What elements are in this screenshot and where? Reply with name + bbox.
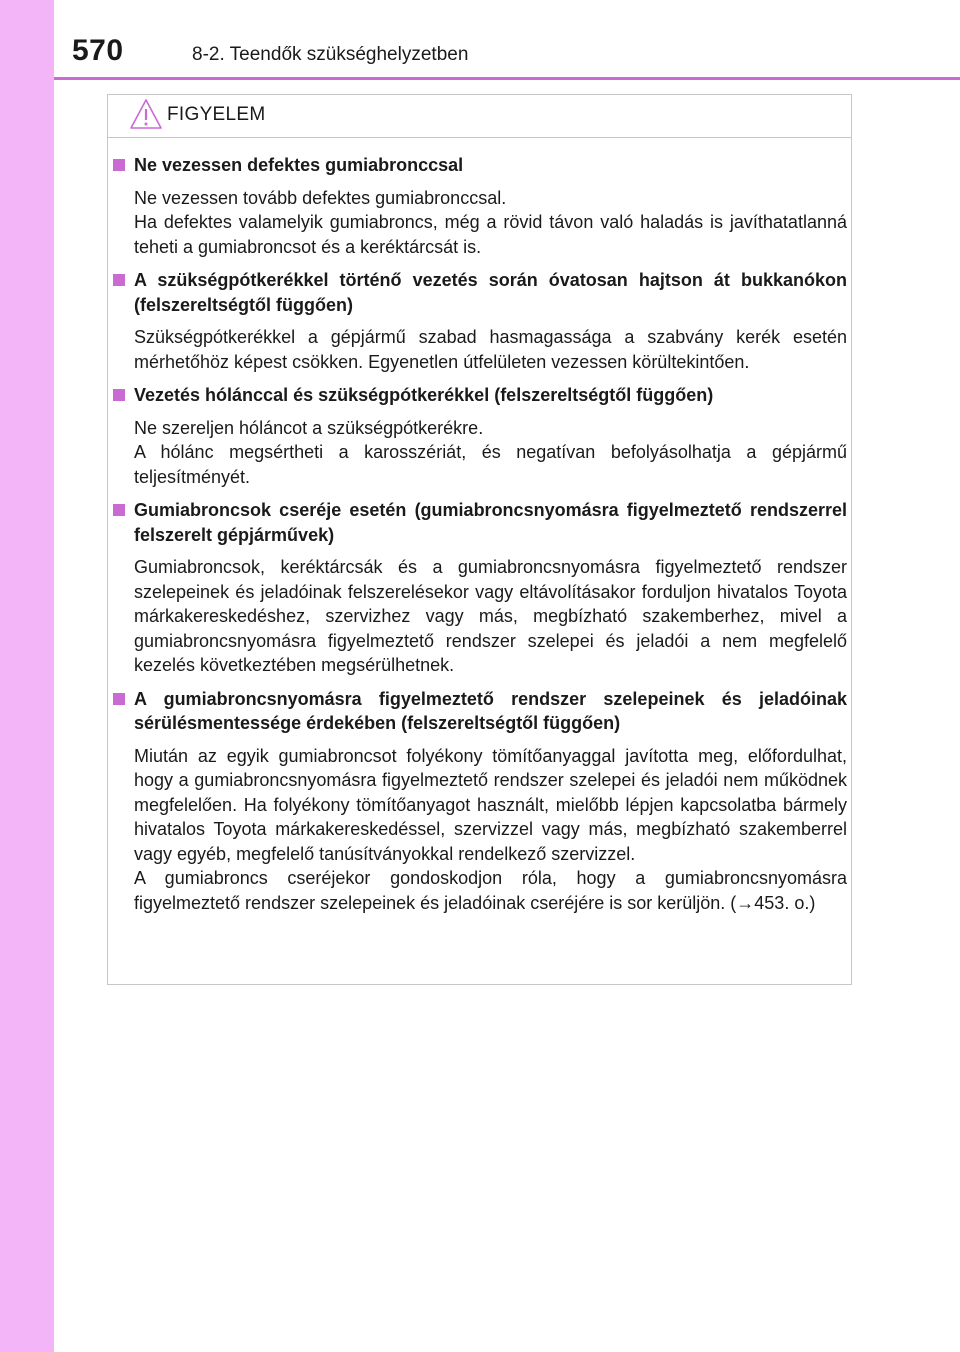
warning-item: [113, 687, 847, 916]
section-title: 8-2. Teendők szükséghelyzetben: [192, 44, 469, 65]
warning-content: [113, 153, 847, 924]
warning-item-body: [113, 416, 847, 490]
warning-item-body: [113, 325, 847, 374]
paragraph: A gumiabroncs cseréjekor gondoskodjon róla, hogy a gumiabroncsnyomásra figyelmeztető rendszer szelepeinek és jeladóinak cseréjére is sor kerüljön. (→453. o.): [134, 868, 847, 913]
page-number: 570: [72, 34, 124, 67]
warning-item: [113, 153, 847, 259]
paragraph: Miután az egyik gumiabroncsot folyékony tömítőanyaggal javította meg, előfordulhat, hogy a gumiabroncsnyomásra figyelmeztető rendszer szelepei és jeladói nem működnek megfelelően. Ha folyékony tömítőanyagot használt, mielőbb lépjen kapcsolatba bármely hivatalos Toyota márkakereskedéssel, szervizzel vagy más, megbízható szakemberrel vagy egyéb, megfelelő tanúsítványokkal rendelkező szervizzel.: [134, 745, 847, 864]
paragraph: Ne vezessen tovább defektes gumiabronccsal.: [134, 187, 507, 208]
warning-triangle-icon: [129, 98, 163, 130]
paragraph: A hólánc megsértheti a karosszériát, és negatívan befolyásolhatja a gépjármű teljesítményét.: [134, 442, 847, 487]
warning-item-title: Ne vezessen defektes gumiabronccsal: [113, 153, 847, 178]
warning-item: [113, 498, 847, 678]
warning-item-body: [113, 555, 847, 678]
square-bullet-icon: [113, 389, 125, 401]
warning-item-body: [113, 744, 847, 916]
paragraph: Ne szereljen hóláncot a szükségpótkerékre.: [134, 417, 484, 438]
warning-item: [113, 268, 847, 374]
warning-item-title: A szükségpótkerékkel történő vezetés során óvatosan hajtson át bukkanókon (felszereltségtől függően): [113, 268, 847, 317]
paragraph: Ha defektes valamelyik gumiabroncs, még a rövid távon való haladás is javíthatatlanná teheti a gumiabroncsot és a keréktárcsát is.: [134, 212, 847, 257]
header-divider: [54, 77, 960, 80]
warning-label: FIGYELEM: [167, 104, 266, 125]
square-bullet-icon: [113, 693, 125, 705]
paragraph: Szükségpótkerékkel a gépjármű szabad hasmagassága a szabvány kerék esetén mérhetőhöz képest csökken. Egyenetlen útfelületen vezessen körültekintően.: [134, 327, 847, 372]
warning-item-title: Vezetés hólánccal és szükségpótkerékkel (felszereltségtől függően): [113, 383, 847, 408]
square-bullet-icon: [113, 504, 125, 516]
warning-item: [113, 383, 847, 489]
warning-item-title: A gumiabroncsnyomásra figyelmeztető rendszer szelepeinek és jeladóinak sérülésmentessége érdekében (felszereltségtől függően): [113, 687, 847, 736]
square-bullet-icon: [113, 274, 125, 286]
warning-box: [107, 94, 852, 985]
square-bullet-icon: [113, 159, 125, 171]
warning-item-title: Gumiabroncsok cseréje esetén (gumiabroncsnyomásra figyelmeztető rendszerrel felszerelt gépjárművek): [113, 498, 847, 547]
paragraph: Gumiabroncsok, keréktárcsák és a gumiabroncsnyomásra figyelmeztető rendszer szelepeinek és jeladóinak felszerelésekor vagy eltávolításakor forduljon hivatalos Toyota márkakereskedéshez, szervizhez vagy más, megbízható szakemberhez, mivel a gumiabroncsnyomásra figyelmeztető rendszer szelepei és jeladói a nem megfelelő kezelés következtében megsérülhetnek.: [134, 557, 847, 675]
warning-header: [108, 95, 851, 138]
warning-item-body: [113, 186, 847, 260]
side-color-band: [0, 0, 54, 1352]
